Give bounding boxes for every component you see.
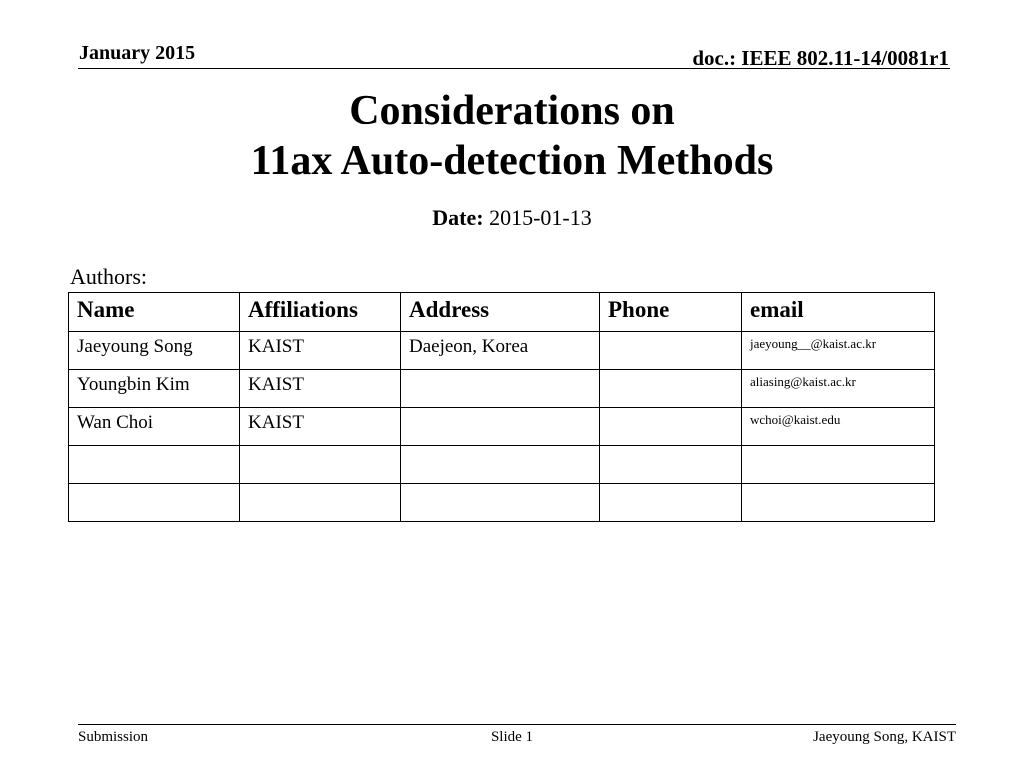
author-affiliation: KAIST xyxy=(240,332,401,370)
footer-submission: Submission xyxy=(78,729,149,745)
author-phone xyxy=(600,370,742,408)
date-line xyxy=(0,205,1024,231)
author-affiliation: KAIST xyxy=(240,408,401,446)
header-date: January 2015 xyxy=(79,42,196,64)
authors-table xyxy=(68,292,935,522)
slide-title-line-2: 11ax Auto-detection Methods xyxy=(250,138,774,184)
author-name xyxy=(69,446,240,484)
table-row xyxy=(69,408,935,446)
column-header-affiliations: Affiliations xyxy=(240,293,401,332)
author-name: Youngbin Kim xyxy=(69,370,240,408)
date-label: Date: xyxy=(432,205,484,230)
author-email: jaeyoung__@kaist.ac.kr xyxy=(742,332,935,370)
column-header-email: email xyxy=(742,293,935,332)
author-address xyxy=(401,408,600,446)
column-header-address: Address xyxy=(401,293,600,332)
column-header-phone: Phone xyxy=(600,293,742,332)
author-name: Wan Choi xyxy=(69,408,240,446)
footer-author: Jaeyoung Song, KAIST xyxy=(813,729,956,745)
table-row xyxy=(69,484,935,522)
author-phone xyxy=(600,332,742,370)
author-name xyxy=(69,484,240,522)
author-phone xyxy=(600,446,742,484)
footer-slide-number: Slide 1 xyxy=(490,729,534,745)
author-email: wchoi@kaist.edu xyxy=(742,408,935,446)
authors-label: Authors: xyxy=(70,264,147,289)
column-header-name: Name xyxy=(69,293,240,332)
author-address xyxy=(401,446,600,484)
slide-title-line-1: Considerations on xyxy=(349,88,675,134)
author-address xyxy=(401,370,600,408)
date-value: 2015-01-13 xyxy=(489,205,592,230)
table-row xyxy=(69,370,935,408)
author-affiliation xyxy=(240,446,401,484)
author-address: Daejeon, Korea xyxy=(401,332,600,370)
header-doc-id: doc.: IEEE 802.11-14/0081r1 xyxy=(692,46,949,70)
slide-title xyxy=(0,86,1024,186)
author-phone xyxy=(600,408,742,446)
table-row xyxy=(69,332,935,370)
author-email xyxy=(742,446,935,484)
footer-divider xyxy=(78,724,956,725)
author-name: Jaeyoung Song xyxy=(69,332,240,370)
table-row xyxy=(69,446,935,484)
author-phone xyxy=(600,484,742,522)
author-address xyxy=(401,484,600,522)
author-affiliation xyxy=(240,484,401,522)
author-email: aliasing@kaist.ac.kr xyxy=(742,370,935,408)
header-divider xyxy=(78,68,950,69)
authors-table-header xyxy=(69,293,935,332)
author-email xyxy=(742,484,935,522)
author-affiliation: KAIST xyxy=(240,370,401,408)
